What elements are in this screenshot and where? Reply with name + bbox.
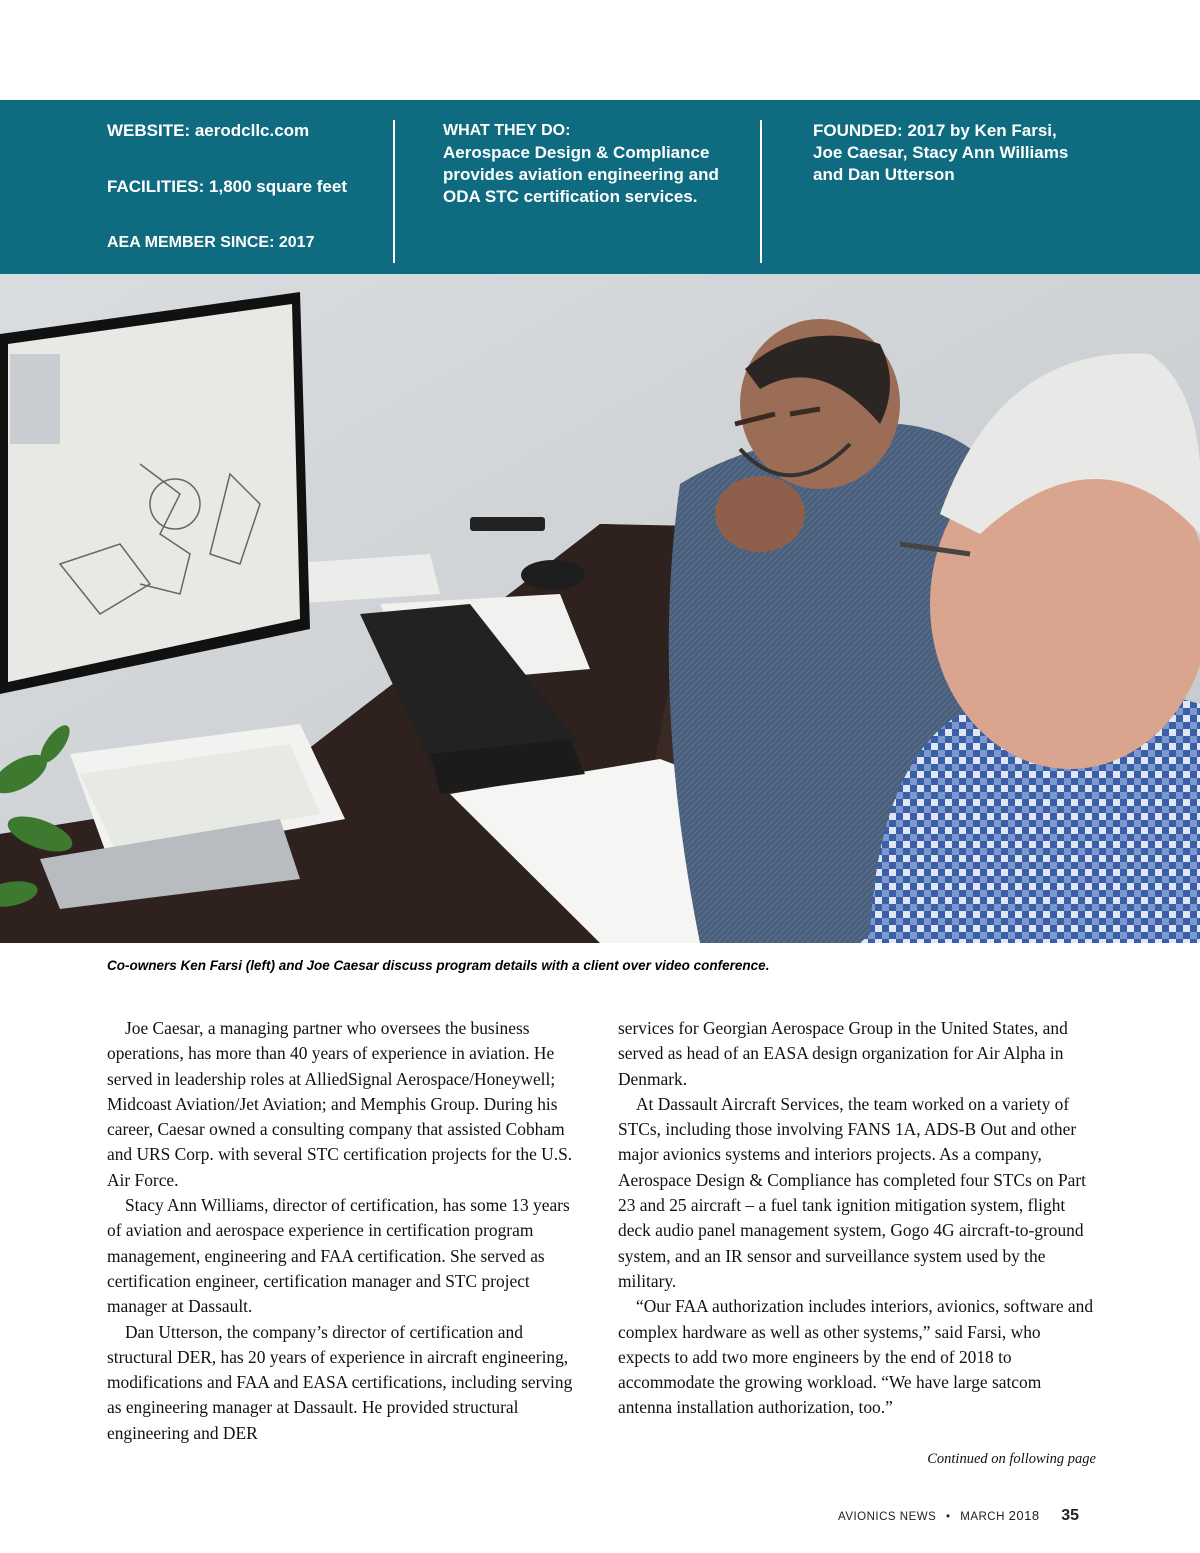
facilities-value: 1,800 square feet xyxy=(209,177,347,196)
paragraph: Joe Caesar, a managing partner who oversees the business operations, has more than 40 years of experience in aviation. He served in leadership roles at AlliedSignal Aerospace/Honeywell; Midcoast Aviation/Jet Aviation; and Memphis Group. During his career, Caesar owned a consulting company that assisted Cobham and URS Corp. with several STC certification projects for the U.S. Air Force. xyxy=(107,1018,573,1190)
member-label: AEA MEMBER SINCE: xyxy=(107,234,275,251)
member-row xyxy=(107,232,377,254)
banner-column-what xyxy=(443,120,743,208)
website-row xyxy=(107,120,377,142)
page-footer xyxy=(838,1507,1079,1525)
photo-illustration xyxy=(0,274,1200,943)
page-number: 35 xyxy=(1061,1507,1080,1524)
paragraph: At Dassault Aircraft Services, the team worked on a variety of STCs, including those involving FANS 1A, ADS-B Out and other major avionics systems and interiors projects. As a company, Aerospace Design & Compliance has completed four STCs on Part 23 and 25 aircraft – a fuel tank ignition mitigation system, flight deck audio panel management system, Gogo 4G aircraft-to-ground system, and an IR sensor and surveillance system used by the military. xyxy=(618,1093,1086,1291)
facilities-row xyxy=(107,176,377,198)
paragraph: Dan Utterson, the company’s director of certification and structural DER, has 20 years of experience in aircraft engineering, modifications and FAA and EASA certifications, including serving as engineering manager at Dassault. He provided structural engineering and DER xyxy=(107,1321,573,1443)
paragraph: Stacy Ann Williams, director of certification, has some 13 years of aviation and aerospace experience in certification program management, engineering and FAA certification. She served as certification engineer, certification manager and STC project manager at Dassault. xyxy=(107,1195,570,1317)
photo-men-at-computer xyxy=(0,274,1200,943)
website-label: WEBSITE: xyxy=(107,121,191,140)
issue-year: 2018 xyxy=(1008,1508,1040,1523)
banner-column-facts xyxy=(107,120,377,288)
facilities-label: FACILITIES: xyxy=(107,177,205,196)
website-value: aerodcllc.com xyxy=(194,121,310,140)
what-value: Aerospace Design & Compliance provides aviation engineering and ODA STC certification services. xyxy=(443,143,719,206)
info-banner xyxy=(0,100,1200,274)
banner-divider-1 xyxy=(393,120,395,263)
publication-name: AVIONICS NEWS xyxy=(838,1511,937,1523)
founded-value: 2017 by Ken Farsi, Joe Caesar, Stacy Ann Williams and Dan Utterson xyxy=(813,121,1069,184)
left-column xyxy=(107,1016,585,1446)
right-column xyxy=(618,1016,1096,1472)
phone xyxy=(470,517,545,531)
mouse xyxy=(521,560,585,590)
footer-separator: • xyxy=(946,1511,951,1523)
paragraph: services for Georgian Aerospace Group in the United States, and served as head of an EASA design organization for Air Alpha in Denmark. xyxy=(618,1018,1068,1089)
photo-caption: Co-owners Ken Farsi (left) and Joe Caesar discuss program details with a client over video conference. xyxy=(107,958,770,973)
banner-divider-2 xyxy=(760,120,762,263)
paragraph: “Our FAA authorization includes interiors, avionics, software and complex hardware as well as other systems,” said Farsi, who expects to add two more engineers by the end of 2018 to accommodate the growing workload. “We have large satcom antenna installation authorization, too.” xyxy=(618,1296,1094,1418)
issue-month: MARCH xyxy=(960,1511,1005,1523)
man-hand xyxy=(715,476,805,552)
founded-label: FOUNDED: xyxy=(813,121,903,140)
what-label: WHAT THEY DO: xyxy=(443,122,571,139)
member-value: 2017 xyxy=(278,234,315,251)
continued-note: Continued on following page xyxy=(927,1450,1096,1467)
banner-column-founded xyxy=(813,120,1073,186)
